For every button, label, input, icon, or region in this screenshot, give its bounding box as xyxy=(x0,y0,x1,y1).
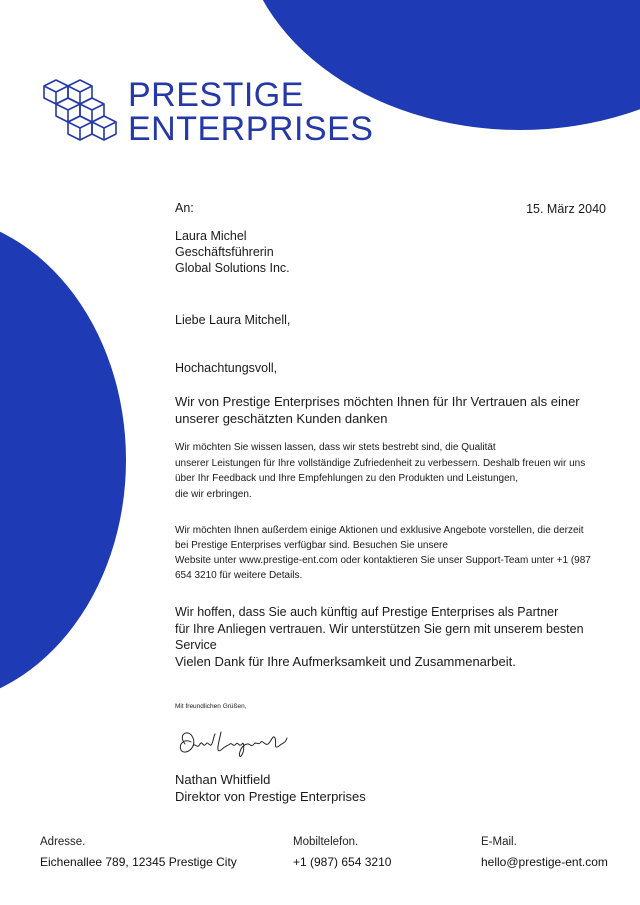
paragraph-partnership: Wir hoffen, dass Sie auch künftig auf Prestige Enterprises als Partner für Ihre Anliegen vertrauen. Wir unterstützen Sie gern mit unserem besten Service xyxy=(175,605,584,652)
signer-title: Direktor von Prestige Enterprises xyxy=(175,789,366,804)
intro-paragraph: Wir von Prestige Enterprises möchten Ihnen für Ihr Vertrauen als einer unserer geschätzten Kunden danken xyxy=(175,394,580,426)
paragraph-quality: Wir möchten Sie wissen lassen, dass wir stets bestrebt sind, die Qualität unserer Leistungen für Ihre vollständige Zufriedenheit zu verbessern. Deshalb freuen wir uns über Ihr Feedback und Ihre Empfehlungen zu den Produkten und Leistungen, die wir erbringen. xyxy=(175,442,586,500)
company-logo xyxy=(40,76,374,148)
paragraph-offers: Wir möchten Ihnen außerdem einige Aktionen und exklusive Angebote vorstellen, die derzeit bei Prestige Enterprises verfügbar sind. Besuchen Sie unsere Website unter www.prestige-ent.com oder kontaktieren Sie unser Support-Team unter +1 (987 654 3210 für weitere Details. xyxy=(175,525,591,581)
cubes-icon xyxy=(40,78,118,142)
footer-email-value: hello@prestige-ent.com xyxy=(481,855,608,869)
to-label: An: xyxy=(175,201,194,215)
closing-phrase: Mit freundlichen Grüßen, xyxy=(175,703,247,710)
company-name-line2: ENTERPRISES xyxy=(128,110,374,148)
decorative-left-circle xyxy=(0,215,126,705)
footer-address-label: Adresse. xyxy=(40,836,86,848)
letter-date: 15. März 2040 xyxy=(526,202,606,216)
footer-email-label: E-Mail. xyxy=(481,836,517,848)
recipient-name: Laura Michel xyxy=(175,229,247,243)
company-name xyxy=(128,78,388,146)
footer-phone-value: +1 (987) 654 3210 xyxy=(293,855,392,869)
footer-address-value: Eichenallee 789, 12345 Prestige City xyxy=(40,855,237,869)
greeting: Hochachtungsvoll, xyxy=(175,361,278,375)
signer-name: Nathan Whitfield xyxy=(175,772,271,787)
footer-phone-label: Mobiltelefon. xyxy=(293,836,359,848)
recipient-title: Geschäftsführerin xyxy=(175,245,274,259)
salutation: Liebe Laura Mitchell, xyxy=(175,313,291,327)
recipient-company: Global Solutions Inc. xyxy=(175,261,290,275)
company-name-line1: PRESTIGE xyxy=(128,76,304,114)
thanks-line: Vielen Dank für Ihre Aufmerksamkeit und Zusammenarbeit. xyxy=(175,654,516,669)
handwritten-signature xyxy=(175,724,295,764)
